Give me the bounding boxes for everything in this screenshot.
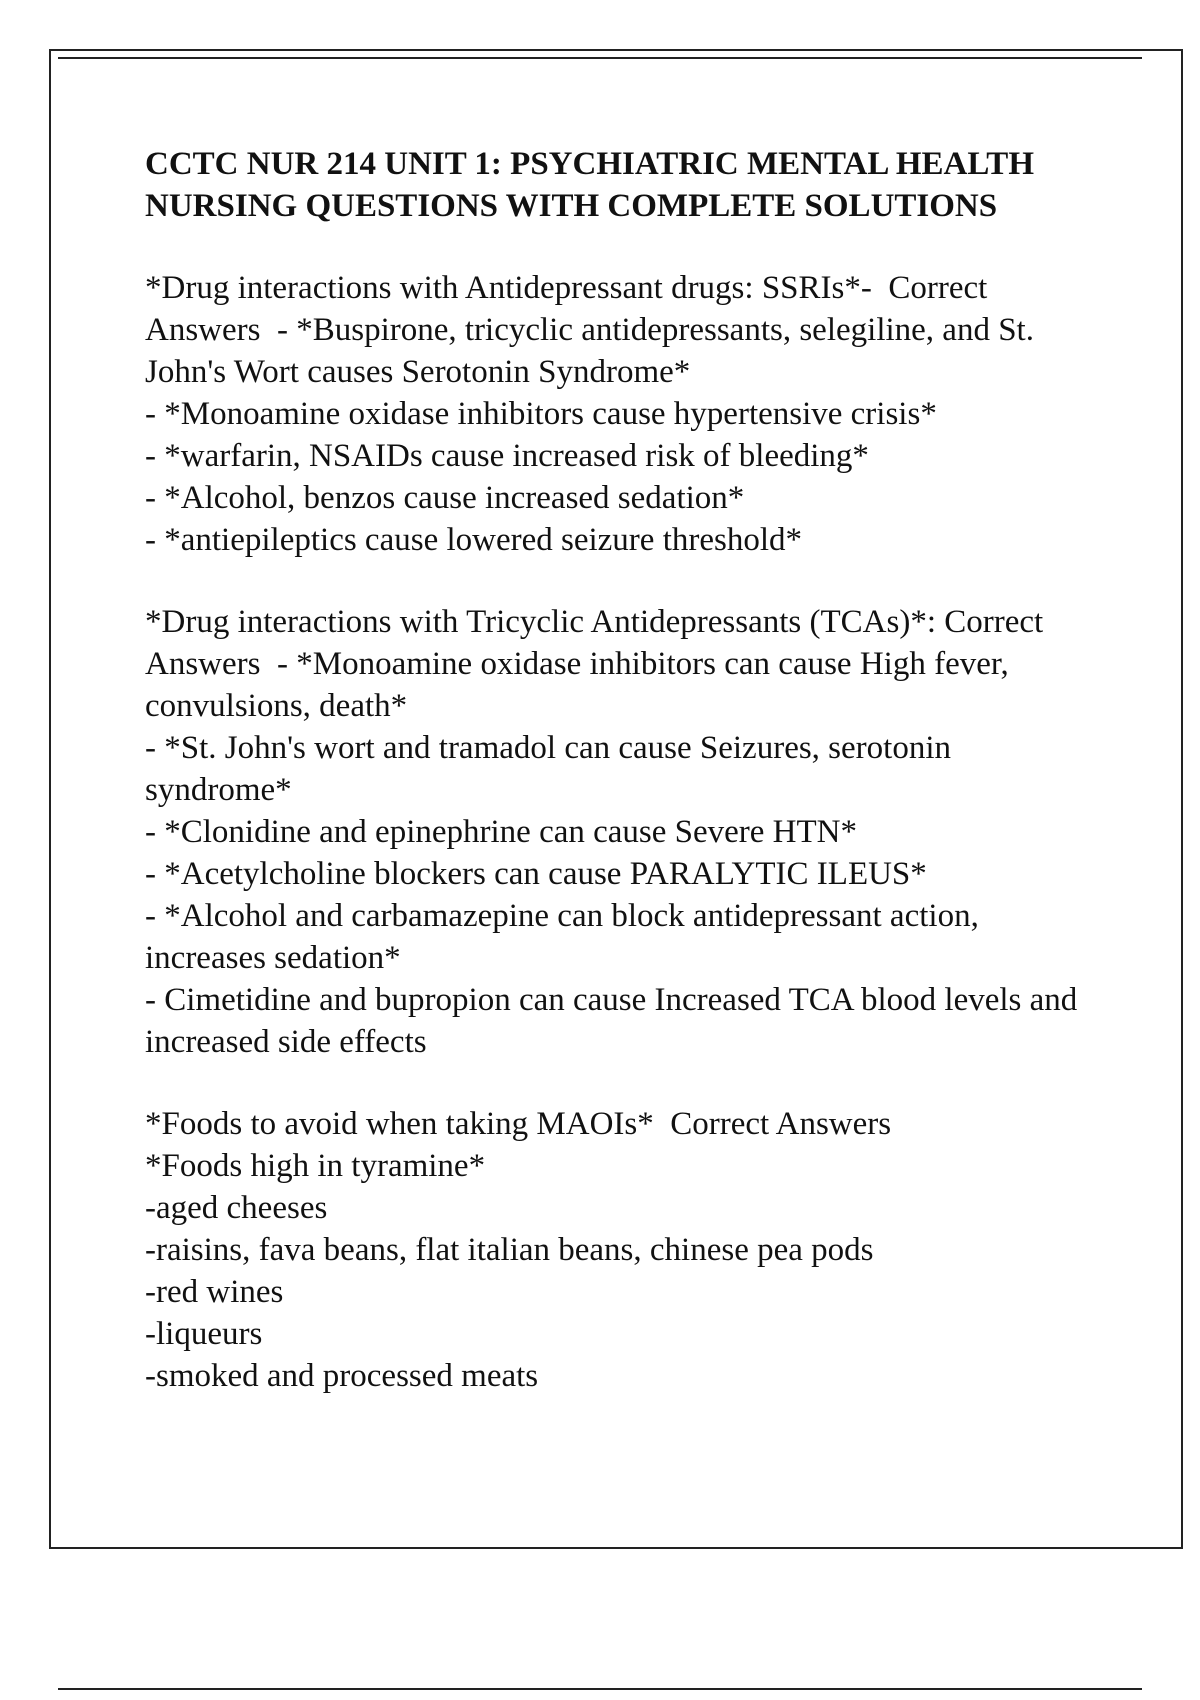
answer-line: -smoked and processed meats — [145, 1358, 539, 1394]
top-rule — [58, 57, 1142, 59]
answer-line: - *Clonidine and epinephrine can cause Severe HTN* — [145, 814, 857, 850]
answer-line: - *antiepileptics cause lowered seizure threshold* — [145, 522, 803, 558]
answer-line: - Cimetidine and bupropion can cause Increased TCA blood levels and increased side effects — [145, 982, 1086, 1060]
question-text: *Drug interactions with Tricyclic Antidepressants (TCAs)*: Correct Answers - *Monoamine oxidase inhibitors can cause High fever, convulsions, death* — [145, 604, 1050, 724]
qa-section-tca — [145, 601, 1105, 1063]
question-text: *Drug interactions with Antidepressant drugs: SSRIs*- Correct Answers - *Buspirone, tricyclic antidepressants, selegiline, and St. John's Wort causes Serotonin Syndrome* — [145, 270, 1043, 390]
document-body — [145, 143, 1105, 1397]
qa-section-maoi-foods — [145, 1103, 1105, 1397]
answer-line: - *Alcohol and carbamazepine can block antidepressant action, increases sedation* — [145, 898, 988, 976]
answer-line: - *Alcohol, benzos cause increased sedation* — [145, 480, 745, 516]
answer-line: -liqueurs — [145, 1316, 263, 1352]
bottom-rule — [58, 1688, 1142, 1690]
document-title: CCTC NUR 214 UNIT 1: PSYCHIATRIC MENTAL HEALTH NURSING QUESTIONS WITH COMPLETE SOLUTIONS — [145, 146, 1034, 224]
qa-section-ssri — [145, 267, 1105, 561]
answer-line: *Foods high in tyramine* — [145, 1148, 486, 1184]
answer-line: - *Monoamine oxidase inhibitors cause hypertensive crisis* — [145, 396, 937, 432]
question-text: *Foods to avoid when taking MAOIs* Correct Answers — [145, 1106, 892, 1142]
answer-line: - *St. John's wort and tramadol can cause Seizures, serotonin syndrome* — [145, 730, 960, 808]
answer-line: -red wines — [145, 1274, 284, 1310]
answer-line: - *warfarin, NSAIDs cause increased risk of bleeding* — [145, 438, 869, 474]
answer-line: - *Acetylcholine blockers can cause PARALYTIC ILEUS* — [145, 856, 927, 892]
answer-line: -raisins, fava beans, flat italian beans, chinese pea pods — [145, 1232, 874, 1268]
answer-line: -aged cheeses — [145, 1190, 328, 1226]
